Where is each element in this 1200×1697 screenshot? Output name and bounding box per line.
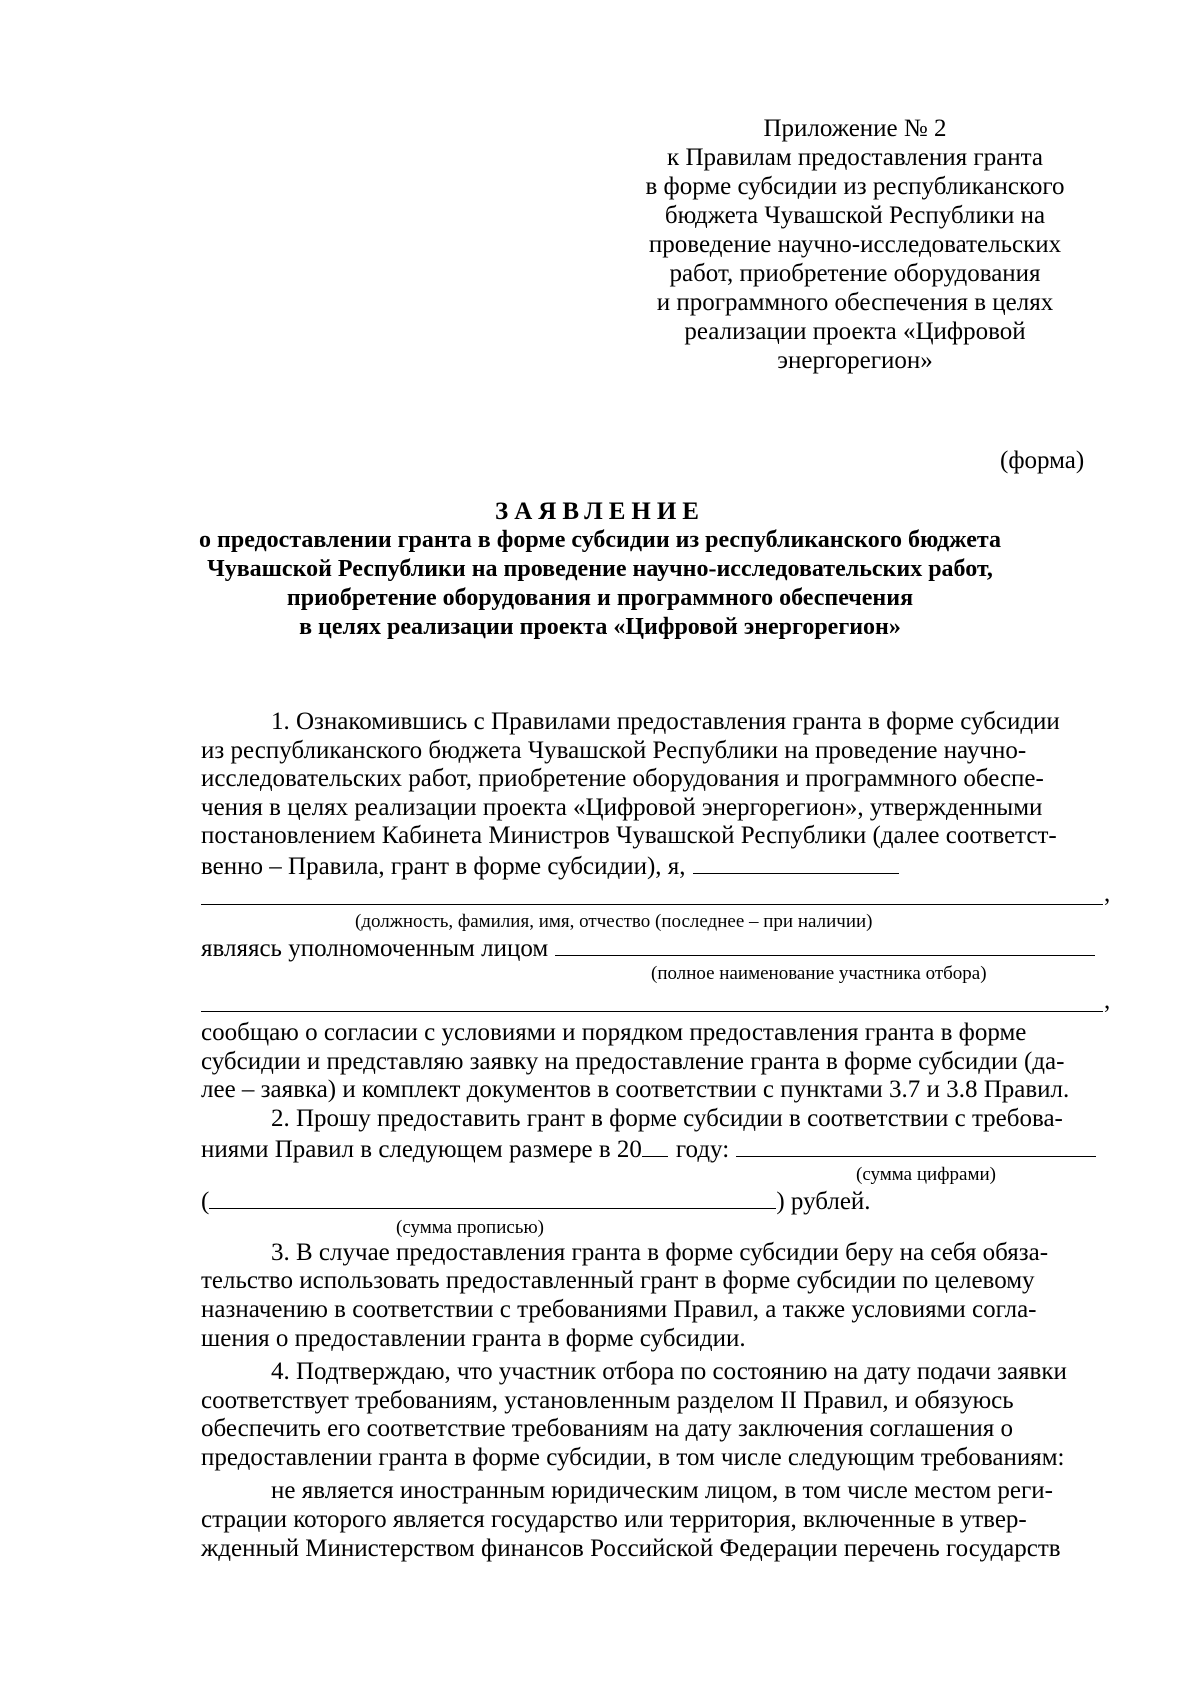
text-segment: 1. Ознакомившись с Правилами предоставления гранта в форме субсидии xyxy=(271,708,1060,735)
paragraph-line xyxy=(201,1535,1118,1564)
position-field-row xyxy=(201,879,1118,912)
amount-words-row xyxy=(201,1186,1118,1217)
text-segment: не является иностранным юридическим лицом, в том числе местом реги- xyxy=(271,1477,1053,1505)
appendix-line: реализации проекта «Цифровой xyxy=(684,318,1026,345)
comma-text: , xyxy=(1104,987,1111,1015)
paragraph-line xyxy=(201,1477,1118,1506)
authorized-row xyxy=(201,933,1118,964)
text-segment: тельство использовать предоставленный грант в форме субсидии по целевому xyxy=(201,1267,1035,1295)
appendix-line: проведение научно-исследовательских xyxy=(648,231,1062,258)
text-segment: 4. Подтверждаю, что участник отбора по состоянию на дату подачи заявки xyxy=(271,1358,1067,1386)
text-segment: лее – заявка) и комплект документов в соответствии с пунктами 3.7 и 3.8 Правил. xyxy=(201,1076,1070,1104)
position-blank-field[interactable] xyxy=(201,882,1103,905)
paragraph-line xyxy=(201,1048,1118,1077)
document-body xyxy=(201,708,1118,1563)
name-blank-field[interactable] xyxy=(693,851,899,874)
text-segment: из республиканского бюджета Чувашской Республики на проведение научно- xyxy=(201,736,1027,764)
paragraph-line xyxy=(201,794,1118,823)
text-segment: 2. Прошу предоставить грант в форме субсидии в соответствии с требова- xyxy=(271,1104,1063,1132)
paragraph-line xyxy=(201,1239,1118,1268)
appendix-line: энергорегион» xyxy=(777,347,933,374)
paragraph-line xyxy=(201,708,1118,737)
participant-field-row-2 xyxy=(201,985,1118,1019)
amount-digits-field[interactable] xyxy=(736,1134,1096,1157)
appendix-line: бюджета Чувашской Республики на xyxy=(664,202,1046,229)
paragraph-line xyxy=(201,1296,1118,1325)
text-segment: соответствует требованиям, установленным разделом II Правил, и обязуюсь xyxy=(201,1386,1014,1414)
paragraph-line xyxy=(201,1076,1118,1105)
paragraph-line xyxy=(201,1415,1118,1444)
text-segment: субсидии и представляю заявку на предоставление гранта в форме субсидии (да- xyxy=(201,1047,1065,1075)
form-label: (форма) xyxy=(1000,447,1085,474)
appendix-line: Приложение № 2 xyxy=(763,115,947,142)
text-segment: шения о предоставлении гранта в форме субсидии. xyxy=(201,1324,746,1352)
amount-row xyxy=(201,1134,1118,1165)
title-word: ЗАЯВЛЕНИЕ xyxy=(495,498,705,525)
title-line: в целях реализации проекта «Цифровой энергорегион» xyxy=(299,614,901,640)
text-segment: предоставлении гранта в форме субсидии, в том числе следующим требованиям: xyxy=(201,1443,1065,1471)
paragraph-line xyxy=(201,737,1118,766)
document-title xyxy=(160,497,1040,642)
appendix-line: в форме субсидии из республиканского xyxy=(645,173,1065,200)
participant-blank-field[interactable] xyxy=(555,933,1095,956)
text-segment: исследовательских работ, приобретение оборудования и программного обеспе- xyxy=(201,765,1044,793)
title-line: Чувашской Республики на проведение научно-исследовательских работ, xyxy=(207,556,993,582)
text-segment: 3. В случае предоставления гранта в форме субсидии беру на себя обяза- xyxy=(271,1238,1049,1266)
paragraph-line xyxy=(201,1019,1118,1048)
year-blank-field[interactable] xyxy=(642,1134,668,1157)
text-segment: постановлением Кабинета Министров Чувашской Республики (далее соответст- xyxy=(201,822,1057,850)
text-segment: ниями Правил в следующем размере в 20 xyxy=(201,1135,642,1163)
title-line: приобретение оборудования и программного обеспечения xyxy=(286,585,914,611)
rubles-text: ) рублей. xyxy=(776,1188,871,1216)
paragraph-line xyxy=(201,822,1118,851)
text-segment: жденный Министерством финансов Российской Федерации перечень государств xyxy=(201,1534,1061,1562)
text-segment: назначению в соответствии с требованиями Правил, а также условиями согла- xyxy=(201,1295,1037,1323)
appendix-line: к Правилам предоставления гранта xyxy=(667,144,1043,171)
open-paren: ( xyxy=(201,1188,210,1216)
text-segment: сообщаю о согласии с условиями и порядком предоставления гранта в форме xyxy=(201,1019,1027,1047)
paragraph-line xyxy=(201,1444,1118,1473)
paragraph-line xyxy=(201,1358,1118,1387)
paragraph-line xyxy=(201,1267,1118,1296)
comma-text: , xyxy=(1104,879,1111,907)
text-segment: чения в целях реализации проекта «Цифровой энергорегион», утвержденными xyxy=(201,793,1043,821)
paragraph-line xyxy=(201,1387,1118,1416)
hint-position: (должность, фамилия, имя, отчество (последнее – при наличии) xyxy=(355,910,873,932)
text-segment: венно – Правила, грант в форме субсидии), я, xyxy=(201,852,686,880)
paragraph-line xyxy=(201,1105,1118,1134)
appendix-line: и программного обеспечения в целях xyxy=(656,289,1054,316)
paragraph-line xyxy=(201,1506,1118,1535)
title-line: о предоставлении гранта в форме субсидии из республиканского бюджета xyxy=(199,527,1001,553)
participant-blank-field-2[interactable] xyxy=(201,989,1103,1012)
hint-digits: (сумма цифрами) xyxy=(856,1164,996,1186)
paragraph-line xyxy=(201,851,1118,882)
amount-words-field[interactable] xyxy=(209,1186,776,1209)
text-segment: обеспечить его соответствие требованиям на дату заключения соглашения о xyxy=(201,1415,1013,1443)
text-segment: году: xyxy=(675,1135,730,1163)
paragraph-line xyxy=(201,765,1118,794)
appendix-header xyxy=(620,114,1090,375)
paragraph-line xyxy=(201,1325,1118,1354)
authorized-label: являясь уполномоченным лицом xyxy=(201,934,549,962)
hint-participant: (полное наименование участника отбора) xyxy=(651,963,987,985)
hint-words: (сумма прописью) xyxy=(396,1216,544,1238)
appendix-line: работ, приобретение оборудования xyxy=(669,260,1041,287)
text-segment: страции которого является государство или территория, включенные в утвер- xyxy=(201,1506,1027,1534)
